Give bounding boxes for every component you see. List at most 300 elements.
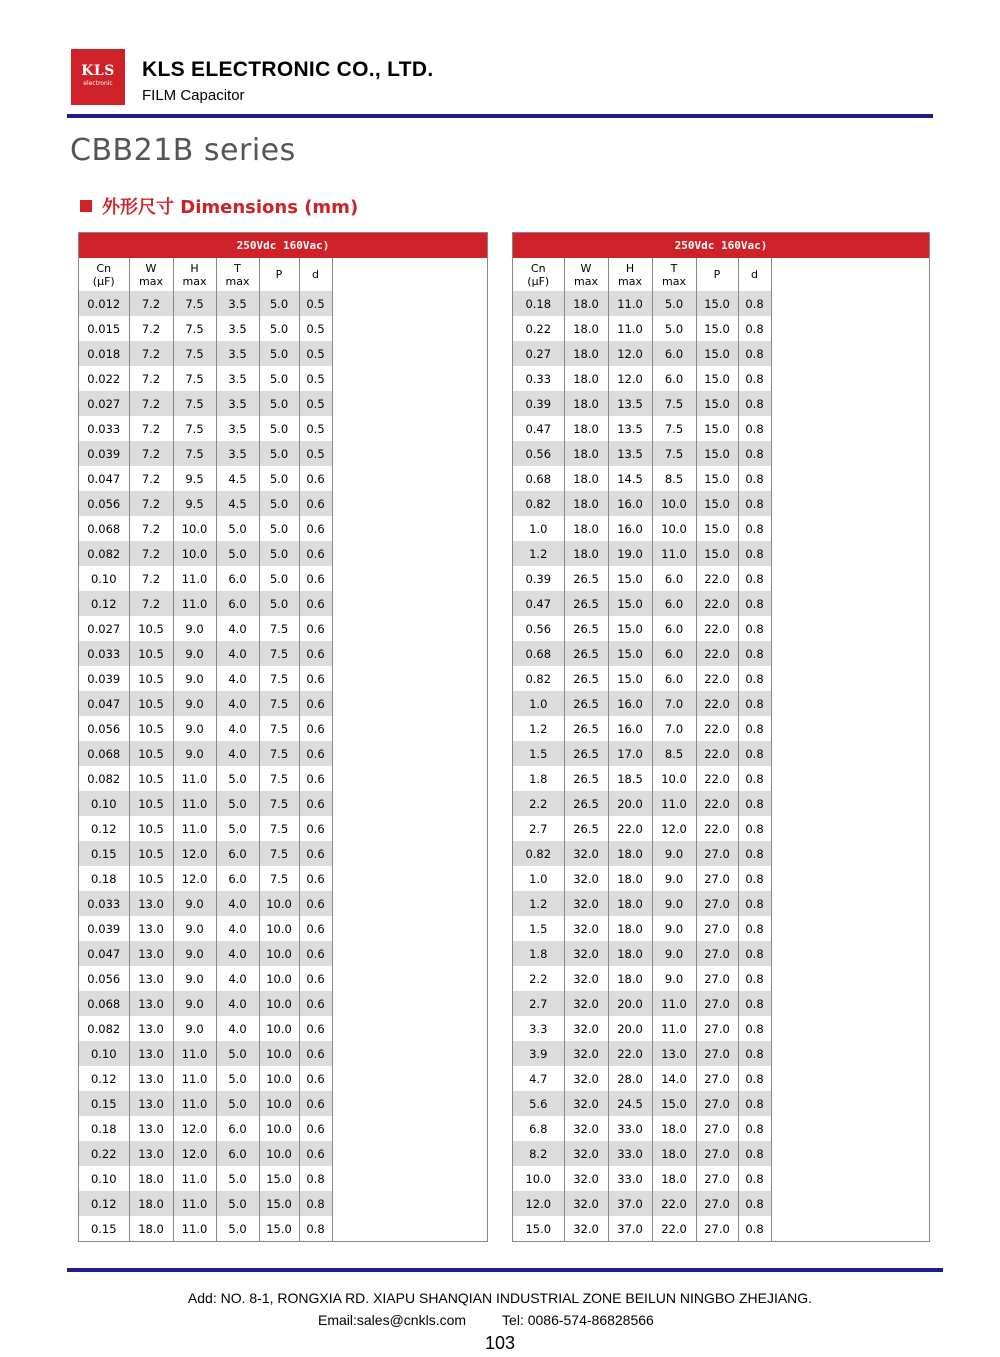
table-cell: 26.5 (564, 816, 608, 841)
table-cell: 0.8 (738, 866, 771, 891)
table-row (79, 466, 487, 491)
column-header: W max (129, 258, 173, 291)
table-cell: 26.5 (564, 691, 608, 716)
table-cell: 18.0 (564, 341, 608, 366)
table-row (79, 941, 487, 966)
table-cell: 18.0 (564, 316, 608, 341)
logo-subtext: electronic (83, 80, 113, 87)
table-cell: 3.5 (216, 391, 259, 416)
table-cell: 0.015 (79, 316, 129, 341)
table-cell: 0.6 (299, 591, 332, 616)
table-cell: 11.0 (173, 1166, 216, 1191)
table-cell: 4.0 (216, 991, 259, 1016)
table-cell: 5.0 (216, 766, 259, 791)
table-cell: 0.56 (513, 441, 564, 466)
table-cell: 0.082 (79, 766, 129, 791)
table-cell: 11.0 (173, 1041, 216, 1066)
table-cell: 13.0 (129, 1041, 173, 1066)
blank-cell (771, 1191, 929, 1216)
table-cell: 10.0 (259, 966, 299, 991)
blank-cell (332, 891, 487, 916)
table-cell: 13.0 (129, 891, 173, 916)
blank-cell (332, 791, 487, 816)
table-cell: 0.8 (738, 1116, 771, 1141)
table-cell: 7.2 (129, 566, 173, 591)
table-cell: 1.8 (513, 766, 564, 791)
table-cell: 4.0 (216, 891, 259, 916)
table-cell: 5.0 (216, 1166, 259, 1191)
table-row (79, 1191, 487, 1216)
table-cell: 11.0 (173, 1216, 216, 1241)
table-cell: 7.5 (652, 416, 696, 441)
table-row (79, 691, 487, 716)
table-cell: 7.2 (129, 316, 173, 341)
table-cell: 0.8 (738, 816, 771, 841)
table-cell: 0.056 (79, 966, 129, 991)
table-cell: 13.0 (652, 1041, 696, 1066)
table-cell: 27.0 (696, 1066, 738, 1091)
table-cell: 7.5 (259, 816, 299, 841)
table-cell: 37.0 (608, 1216, 652, 1241)
table-cell: 10.0 (259, 1141, 299, 1166)
table-cell: 7.5 (173, 341, 216, 366)
table-row (79, 491, 487, 516)
blank-cell (771, 366, 929, 391)
column-header: Cn (μF) (79, 258, 129, 291)
table-cell: 2.2 (513, 791, 564, 816)
blank-cell (771, 1016, 929, 1041)
table-cell: 0.8 (738, 991, 771, 1016)
table-cell: 9.0 (173, 941, 216, 966)
table-cell: 32.0 (564, 1141, 608, 1166)
table-row (513, 1141, 929, 1166)
table-cell: 32.0 (564, 1191, 608, 1216)
table-cell: 15.0 (696, 341, 738, 366)
table-cell: 4.0 (216, 966, 259, 991)
table-row (79, 1016, 487, 1041)
table-row (513, 516, 929, 541)
table-row (79, 1141, 487, 1166)
table-cell: 5.0 (216, 816, 259, 841)
footer-email: Email:sales@cnkls.com (318, 1312, 467, 1328)
table-cell: 6.0 (652, 366, 696, 391)
blank-cell (771, 616, 929, 641)
table-row (513, 1066, 929, 1091)
table-cell: 11.0 (652, 541, 696, 566)
table-cell: 11.0 (652, 791, 696, 816)
table-cell: 7.5 (259, 716, 299, 741)
table-cell: 5.0 (216, 541, 259, 566)
table-cell: 0.8 (738, 666, 771, 691)
table-cell: 12.0 (173, 1141, 216, 1166)
table-cell: 22.0 (608, 816, 652, 841)
table-cell: 13.5 (608, 391, 652, 416)
table-cell: 0.8 (738, 466, 771, 491)
table-cell: 0.6 (299, 1091, 332, 1116)
blank-cell (332, 1016, 487, 1041)
table-row (513, 591, 929, 616)
table-cell: 0.6 (299, 616, 332, 641)
table-cell: 18.0 (652, 1166, 696, 1191)
blank-cell (332, 541, 487, 566)
table-cell: 7.5 (259, 741, 299, 766)
table-cell: 0.22 (513, 316, 564, 341)
table-cell: 0.18 (79, 1116, 129, 1141)
table-cell: 0.027 (79, 391, 129, 416)
table-cell: 0.047 (79, 691, 129, 716)
blank-cell (771, 666, 929, 691)
blank-cell (771, 291, 929, 316)
table-cell: 6.0 (652, 641, 696, 666)
table-cell: 9.0 (173, 991, 216, 1016)
table-cell: 6.8 (513, 1116, 564, 1141)
table-cell: 0.068 (79, 741, 129, 766)
table-cell: 7.2 (129, 366, 173, 391)
dimensions-table-right (512, 232, 930, 1242)
table-row (79, 866, 487, 891)
table-cell: 11.0 (652, 991, 696, 1016)
table-cell: 11.0 (608, 316, 652, 341)
table-cell: 32.0 (564, 866, 608, 891)
table-row (513, 866, 929, 891)
table-row (513, 841, 929, 866)
table-cell: 5.0 (216, 1191, 259, 1216)
table-cell: 1.5 (513, 741, 564, 766)
blank-cell (771, 591, 929, 616)
table-cell: 10.0 (259, 916, 299, 941)
table-cell: 4.0 (216, 741, 259, 766)
table-cell: 0.18 (79, 866, 129, 891)
table-cell: 0.6 (299, 766, 332, 791)
table-cell: 12.0 (173, 866, 216, 891)
table-cell: 19.0 (608, 541, 652, 566)
table-cell: 22.0 (696, 816, 738, 841)
table-cell: 0.18 (513, 291, 564, 316)
table-cell: 4.0 (216, 716, 259, 741)
page-header (71, 49, 933, 119)
table-cell: 0.6 (299, 716, 332, 741)
table-cell: 6.0 (216, 566, 259, 591)
table-cell: 13.5 (608, 441, 652, 466)
blank-cell (771, 566, 929, 591)
table-cell: 13.0 (129, 1066, 173, 1091)
table-row (513, 916, 929, 941)
table-row (513, 1166, 929, 1191)
table-cell: 1.2 (513, 891, 564, 916)
table-header-row (513, 258, 929, 291)
table-row (513, 891, 929, 916)
table-cell: 22.0 (652, 1216, 696, 1241)
table-cell: 27.0 (696, 1091, 738, 1116)
page-number: 103 (484, 1333, 516, 1353)
table-cell: 1.0 (513, 691, 564, 716)
table-cell: 22.0 (696, 791, 738, 816)
blank-cell (332, 466, 487, 491)
table-cell: 10.0 (652, 491, 696, 516)
table-cell: 15.0 (696, 541, 738, 566)
table-cell: 5.0 (216, 1091, 259, 1116)
table-cell: 15.0 (696, 441, 738, 466)
blank-cell (771, 766, 929, 791)
table-row (79, 616, 487, 641)
table-row (79, 591, 487, 616)
table-cell: 9.0 (652, 891, 696, 916)
table-cell: 0.5 (299, 291, 332, 316)
table-cell: 11.0 (608, 291, 652, 316)
table-cell: 18.0 (129, 1216, 173, 1241)
table-cell: 0.8 (299, 1191, 332, 1216)
table-row (513, 291, 929, 316)
blank-cell (771, 1041, 929, 1066)
table-cell: 20.0 (608, 1016, 652, 1041)
table-row (513, 1091, 929, 1116)
header-rule (67, 114, 933, 118)
blank-cell (771, 391, 929, 416)
table-cell: 0.6 (299, 666, 332, 691)
table-cell: 12.0 (513, 1191, 564, 1216)
table-cell: 15.0 (608, 566, 652, 591)
table-cell: 13.5 (608, 416, 652, 441)
table-cell: 0.56 (513, 616, 564, 641)
table-cell: 0.8 (738, 641, 771, 666)
table-cell: 32.0 (564, 916, 608, 941)
table-cell: 0.15 (79, 1091, 129, 1116)
table-cell: 7.0 (652, 716, 696, 741)
table-cell: 26.5 (564, 591, 608, 616)
table-cell: 0.12 (79, 591, 129, 616)
table-row (513, 316, 929, 341)
table-cell: 18.0 (608, 966, 652, 991)
table-cell: 7.5 (259, 641, 299, 666)
table-cell: 15.0 (513, 1216, 564, 1241)
table-cell: 10.5 (129, 691, 173, 716)
table-cell: 0.82 (513, 841, 564, 866)
table-cell: 32.0 (564, 891, 608, 916)
table-row (513, 1041, 929, 1066)
footer-phone: Tel: 0086-574-86828566 (502, 1312, 654, 1328)
table-cell: 2.7 (513, 816, 564, 841)
table-cell: 9.0 (173, 741, 216, 766)
table-cell: 0.15 (79, 841, 129, 866)
table-cell: 6.0 (652, 616, 696, 641)
blank-cell (332, 941, 487, 966)
table-cell: 0.5 (299, 416, 332, 441)
page-title: CBB21B series (70, 133, 296, 168)
table-cell: 12.0 (608, 341, 652, 366)
table-cell: 22.0 (652, 1191, 696, 1216)
table-row (513, 366, 929, 391)
table-cell: 0.8 (738, 391, 771, 416)
table-cell: 22.0 (608, 1041, 652, 1066)
table-cell: 0.8 (738, 741, 771, 766)
blank-cell (771, 316, 929, 341)
table-cell: 32.0 (564, 841, 608, 866)
blank-cell (332, 516, 487, 541)
table-cell: 12.0 (608, 366, 652, 391)
table-cell: 15.0 (696, 491, 738, 516)
table-cell: 27.0 (696, 1016, 738, 1041)
table-cell: 4.0 (216, 641, 259, 666)
blank-cell (771, 1116, 929, 1141)
table-cell: 0.6 (299, 966, 332, 991)
blank-cell (332, 766, 487, 791)
table-cell: 18.0 (564, 416, 608, 441)
table-cell: 7.5 (173, 416, 216, 441)
product-category: FILM Capacitor (142, 87, 245, 104)
table-cell: 10.5 (129, 741, 173, 766)
section-heading-text: 外形尺寸 Dimensions (mm) (102, 197, 359, 218)
table-row (79, 1091, 487, 1116)
table-cell: 0.6 (299, 1116, 332, 1141)
table-cell: 4.0 (216, 941, 259, 966)
table-cell: 0.8 (738, 566, 771, 591)
table-cell: 7.5 (259, 666, 299, 691)
table-cell: 0.8 (738, 716, 771, 741)
table-cell: 5.0 (259, 341, 299, 366)
table-cell: 3.5 (216, 416, 259, 441)
table-row (513, 1016, 929, 1041)
blank-cell (332, 391, 487, 416)
table-cell: 0.068 (79, 516, 129, 541)
table-cell: 10.5 (129, 666, 173, 691)
table-cell: 10.5 (129, 616, 173, 641)
blank-cell (332, 741, 487, 766)
blank-header-cell (332, 258, 487, 291)
blank-cell (771, 441, 929, 466)
blank-cell (771, 841, 929, 866)
table-cell: 12.0 (652, 816, 696, 841)
table-cell: 0.6 (299, 466, 332, 491)
table-cell: 18.0 (564, 291, 608, 316)
table-cell: 15.0 (259, 1166, 299, 1191)
table-cell: 6.0 (216, 591, 259, 616)
table-cell: 18.0 (608, 891, 652, 916)
table-cell: 26.5 (564, 566, 608, 591)
table-cell: 10.5 (129, 791, 173, 816)
table-cell: 0.039 (79, 916, 129, 941)
table-cell: 27.0 (696, 1116, 738, 1141)
table-cell: 0.8 (299, 1216, 332, 1241)
table-cell: 10.0 (259, 891, 299, 916)
table-cell: 0.8 (738, 316, 771, 341)
table-cell: 12.0 (173, 841, 216, 866)
table-cell: 26.5 (564, 616, 608, 641)
blank-cell (332, 1116, 487, 1141)
table-row (513, 741, 929, 766)
table-cell: 18.0 (564, 516, 608, 541)
table-cell: 7.0 (652, 691, 696, 716)
table-cell: 13.0 (129, 966, 173, 991)
table-cell: 18.0 (652, 1141, 696, 1166)
table-cell: 6.0 (216, 841, 259, 866)
table-cell: 0.10 (79, 1041, 129, 1066)
table-cell: 18.0 (564, 391, 608, 416)
table-row (79, 1041, 487, 1066)
table-cell: 32.0 (564, 1091, 608, 1116)
blank-cell (771, 341, 929, 366)
table-cell: 9.0 (652, 916, 696, 941)
table-cell: 8.5 (652, 466, 696, 491)
table-cell: 11.0 (652, 1016, 696, 1041)
table-cell: 18.0 (608, 916, 652, 941)
table-cell: 0.8 (738, 1041, 771, 1066)
table-cell: 0.6 (299, 841, 332, 866)
table-cell: 0.6 (299, 741, 332, 766)
table-cell: 7.5 (173, 441, 216, 466)
table-cell: 9.0 (173, 966, 216, 991)
table-cell: 0.6 (299, 941, 332, 966)
table-cell: 4.0 (216, 1016, 259, 1041)
table-cell: 7.2 (129, 291, 173, 316)
blank-cell (771, 641, 929, 666)
blank-cell (332, 666, 487, 691)
table-cell: 6.0 (216, 1116, 259, 1141)
table-cell: 0.8 (738, 691, 771, 716)
table-cell: 11.0 (173, 566, 216, 591)
table-cell: 0.012 (79, 291, 129, 316)
table-row (79, 291, 487, 316)
table-cell: 6.0 (652, 341, 696, 366)
table-cell: 11.0 (173, 1066, 216, 1091)
table-cell: 3.5 (216, 316, 259, 341)
table-cell: 7.2 (129, 416, 173, 441)
table-cell: 10.5 (129, 766, 173, 791)
table-cell: 0.8 (738, 541, 771, 566)
table-cell: 3.3 (513, 1016, 564, 1041)
table-row (513, 991, 929, 1016)
table-cell: 0.082 (79, 541, 129, 566)
table-cell: 27.0 (696, 891, 738, 916)
blank-cell (332, 1041, 487, 1066)
table-cell: 0.082 (79, 1016, 129, 1041)
table-cell: 33.0 (608, 1166, 652, 1191)
blank-cell (332, 866, 487, 891)
table-cell: 9.0 (173, 691, 216, 716)
table-cell: 5.0 (259, 316, 299, 341)
table-cell: 0.5 (299, 316, 332, 341)
table-cell: 10.5 (129, 841, 173, 866)
company-name: KLS ELECTRONIC CO., LTD. (142, 58, 434, 81)
table-cell: 0.47 (513, 416, 564, 441)
blank-cell (332, 1066, 487, 1091)
table-cell: 10.0 (259, 1066, 299, 1091)
table-cell: 3.5 (216, 366, 259, 391)
blank-cell (332, 966, 487, 991)
table-cell: 5.0 (216, 1041, 259, 1066)
table-row (513, 391, 929, 416)
table-cell: 7.5 (173, 391, 216, 416)
table-cell: 5.0 (259, 416, 299, 441)
table-cell: 9.0 (173, 641, 216, 666)
blank-cell (771, 741, 929, 766)
table-cell: 0.33 (513, 366, 564, 391)
table-cell: 0.8 (738, 966, 771, 991)
table-cell: 15.0 (696, 316, 738, 341)
column-header: H max (608, 258, 652, 291)
table-cell: 0.12 (79, 1066, 129, 1091)
column-header: Cn (μF) (513, 258, 564, 291)
table-cell: 5.0 (652, 291, 696, 316)
table-cell: 0.8 (738, 791, 771, 816)
table-cell: 0.8 (738, 416, 771, 441)
table-cell: 0.6 (299, 1041, 332, 1066)
table-cell: 27.0 (696, 1166, 738, 1191)
table-cell: 13.0 (129, 991, 173, 1016)
table-cell: 0.047 (79, 466, 129, 491)
table-row (79, 741, 487, 766)
table-cell: 15.0 (259, 1216, 299, 1241)
table-cell: 15.0 (608, 591, 652, 616)
